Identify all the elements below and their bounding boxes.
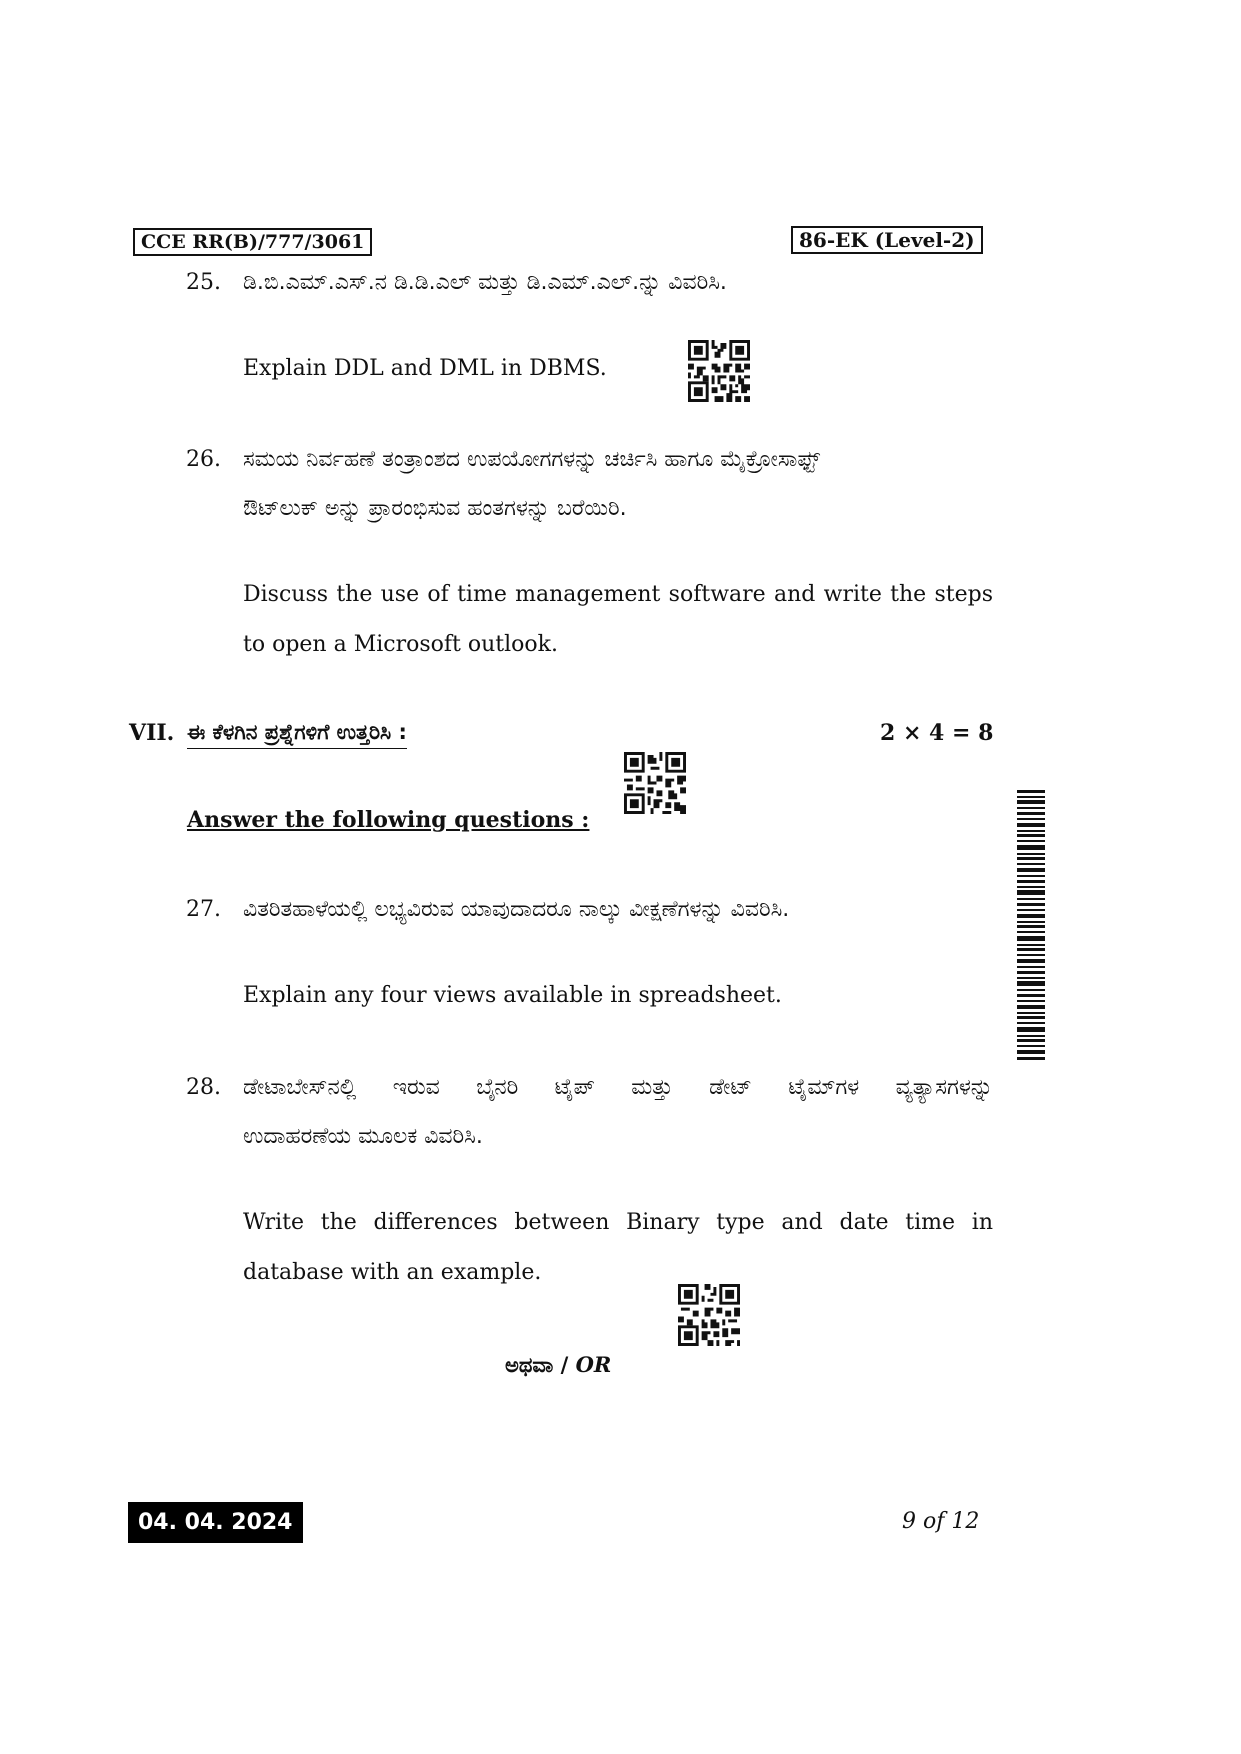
question-text-english: Write the differences between Binary type and date time in (243, 1210, 993, 1235)
page-total: 12 (951, 1509, 980, 1534)
question-text-english: Explain DDL and DML in DBMS. (243, 356, 607, 381)
exam-date: 04. 04. 2024 (128, 1502, 303, 1543)
page-of-label: of (923, 1509, 945, 1534)
qr-code-icon (624, 752, 686, 814)
question-text-kannada: ವಿತರಿತಹಾಳೆಯಲ್ಲಿ ಲಭ್ಯವಿರುವ ಯಾವುದಾದರೂ ನಾಲ್ಕು ವೀಕ್ಷಣೆಗಳನ್ನು ವಿವರಿಸಿ. (243, 897, 790, 922)
section-title-kannada: ಈ ಕೆಳಗಿನ ಪ್ರಶ್ನೆಗಳಿಗೆ ಉತ್ತರಿಸಿ : (187, 720, 407, 749)
paper-code-right: 86-EK (Level-2) (791, 226, 983, 254)
question-number: 27. (186, 897, 221, 922)
qr-code-icon (678, 1284, 740, 1346)
or-divider (505, 1352, 611, 1378)
question-text-english: database with an example. (243, 1260, 542, 1285)
question-text-english: to open a Microsoft outlook. (243, 632, 558, 657)
question-number: 26. (186, 447, 221, 472)
question-text-kannada: ಡೇಟಾಬೇಸ್‌ನಲ್ಲಿ ಇರುವ ಬೈನರಿ ಟೈಪ್ ಮತ್ತು ಡೇಟ್ ಟೈಮ್‌ಗಳ ವ್ಯತ್ಯಾಸಗಳನ್ನು (243, 1075, 993, 1100)
or-text-kannada: ಅಥವಾ / (505, 1353, 569, 1377)
qr-code-icon (688, 340, 750, 402)
section-number: VII. (129, 720, 175, 746)
page-number: 9 (902, 1509, 916, 1534)
paper-code-left: CCE RR(B)/777/3061 (133, 228, 372, 256)
question-text-kannada: ಔಟ್‌ಲುಕ್ ಅನ್ನು ಪ್ರಾರಂಭಿಸುವ ಹಂತಗಳನ್ನು ಬರೆಯಿರಿ. (243, 496, 627, 521)
question-text-kannada: ಡಿ.ಬಿ.ಎಮ್.ಎಸ್.ನ ಡಿ.ಡಿ.ಎಲ್ ಮತ್ತು ಡಿ.ಎಮ್.ಎಲ್.ನ್ನು ವಿವರಿಸಿ. (243, 270, 727, 295)
section-marks: 2 × 4 = 8 (880, 720, 994, 746)
question-text-kannada: ಉದಾಹರಣೆಯ ಮೂಲಕ ವಿವರಿಸಿ. (243, 1124, 483, 1149)
section-title-english: Answer the following questions : (187, 807, 590, 833)
barcode-icon (1017, 790, 1045, 1060)
question-number: 28. (186, 1075, 221, 1100)
question-text-kannada: ಸಮಯ ನಿರ್ವಹಣೆ ತಂತ್ರಾಂಶದ ಉಪಯೋಗಗಳನ್ನು ಚರ್ಚಿಸಿ ಹಾಗೂ ಮೈಕ್ರೋಸಾಫ್ಟ್ (243, 447, 821, 472)
page-indicator (902, 1509, 979, 1534)
question-number: 25. (186, 270, 221, 295)
question-text-english: Explain any four views available in spreadsheet. (243, 983, 782, 1008)
question-text-english: Discuss the use of time management software and write the steps (243, 582, 993, 607)
or-text-english: OR (575, 1352, 612, 1377)
